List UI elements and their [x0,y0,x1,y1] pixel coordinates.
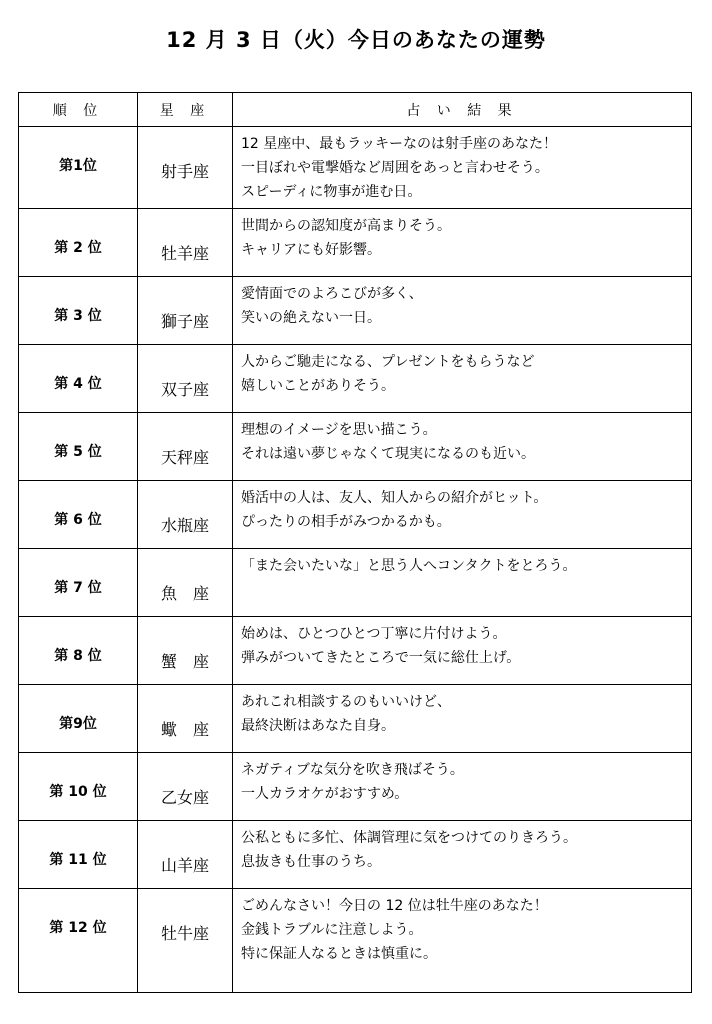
sign-cell: 双子座 [138,345,233,413]
table-row [19,889,692,993]
table-row [19,685,692,753]
table-row [19,345,692,413]
header-sign: 星 座 [138,93,233,127]
rank-cell: 第 4 位 [19,345,138,413]
result-line: 金銭トラブルに注意しよう。 [241,922,423,938]
result-line: 世間からの認知度が高まりそう。 [241,218,451,234]
sign-cell: 乙女座 [138,753,233,821]
rank-cell: 第 7 位 [19,549,138,617]
sign-cell: 獅子座 [138,277,233,345]
result-line: 弾みがついてきたところで一気に総仕上げ。 [241,650,521,666]
table-row [19,277,692,345]
rank-cell: 第 8 位 [19,617,138,685]
result-line: 公私ともに多忙、体調管理に気をつけてのりきろう。 [241,830,577,846]
result-line: あれこれ相談するのもいいけど、 [241,694,451,710]
result-line: スピーディに物事が進む日。 [241,184,422,200]
sign-cell: 水瓶座 [138,481,233,549]
fortune-table [18,92,692,993]
table-row [19,127,692,209]
result-cell [233,753,692,821]
page-title: 12 月 3 日（火）今日のあなたの運勢 [166,28,546,52]
table-row [19,753,692,821]
rank-cell: 第1位 [19,127,138,209]
result-cell [233,889,692,993]
result-line: ごめんなさい！今日の 12 位は牡牛座のあなた！ [241,898,548,914]
result-line: 嬉しいことがありそう。 [241,378,395,394]
result-line: 「また会いたいな」と思う人へコンタクトをとろう。 [241,558,577,574]
result-line: それは遠い夢じゃなくて現実になるのも近い。 [241,446,535,462]
result-line: 始めは、ひとつひとつ丁寧に片付けよう。 [241,626,507,642]
sign-cell: 蠍 座 [138,685,233,753]
table-row [19,209,692,277]
sign-cell: 山羊座 [138,821,233,889]
rank-cell: 第 10 位 [19,753,138,821]
table-row [19,821,692,889]
sign-cell: 射手座 [138,127,233,209]
result-line: 理想のイメージを思い描こう。 [241,422,437,438]
result-line: 特に保証人なるときは慎重に。 [241,946,437,962]
sign-cell: 牡羊座 [138,209,233,277]
result-cell [233,685,692,753]
table-header-row [19,93,692,127]
result-line: 愛情面でのよろこびが多く、 [241,286,423,302]
result-cell [233,209,692,277]
table-row [19,617,692,685]
rank-cell: 第 11 位 [19,821,138,889]
result-line: キャリアにも好影響。 [241,242,381,258]
result-cell [233,617,692,685]
result-line: 婚活中の人は、友人、知人からの紹介がヒット。 [241,490,548,506]
result-cell [233,413,692,481]
result-line: 一人カラオケがおすすめ。 [241,786,409,802]
result-cell [233,821,692,889]
rank-cell: 第 3 位 [19,277,138,345]
result-line: 一目ぼれや電撃婚など周囲をあっと言わせそう。 [241,160,549,176]
result-cell [233,481,692,549]
table-row [19,481,692,549]
rank-cell: 第 5 位 [19,413,138,481]
result-line: 人からご馳走になる、プレゼントをもらうなど [241,354,535,370]
rank-cell: 第 12 位 [19,889,138,993]
result-line: 笑いの絶えない一日。 [241,310,381,326]
result-line: ぴったりの相手がみつかるかも。 [241,514,451,530]
rank-cell: 第 6 位 [19,481,138,549]
sign-cell: 蟹 座 [138,617,233,685]
result-line: ネガティブな気分を吹き飛ばそう。 [241,762,464,778]
header-result: 占 い 結 果 [233,93,692,127]
table-row [19,549,692,617]
result-cell [233,549,692,617]
result-line: 息抜きも仕事のうち。 [241,854,381,870]
rank-cell: 第 2 位 [19,209,138,277]
result-cell [233,277,692,345]
sign-cell: 牡牛座 [138,889,233,993]
result-cell [233,127,692,209]
result-cell [233,345,692,413]
header-rank: 順 位 [19,93,138,127]
result-line: 12 星座中、最もラッキーなのは射手座のあなた！ [241,136,557,152]
rank-cell: 第9位 [19,685,138,753]
table-body [19,127,692,993]
sign-cell: 魚 座 [138,549,233,617]
sign-cell: 天秤座 [138,413,233,481]
table-row [19,413,692,481]
result-line: 最終決断はあなた自身。 [241,718,395,734]
